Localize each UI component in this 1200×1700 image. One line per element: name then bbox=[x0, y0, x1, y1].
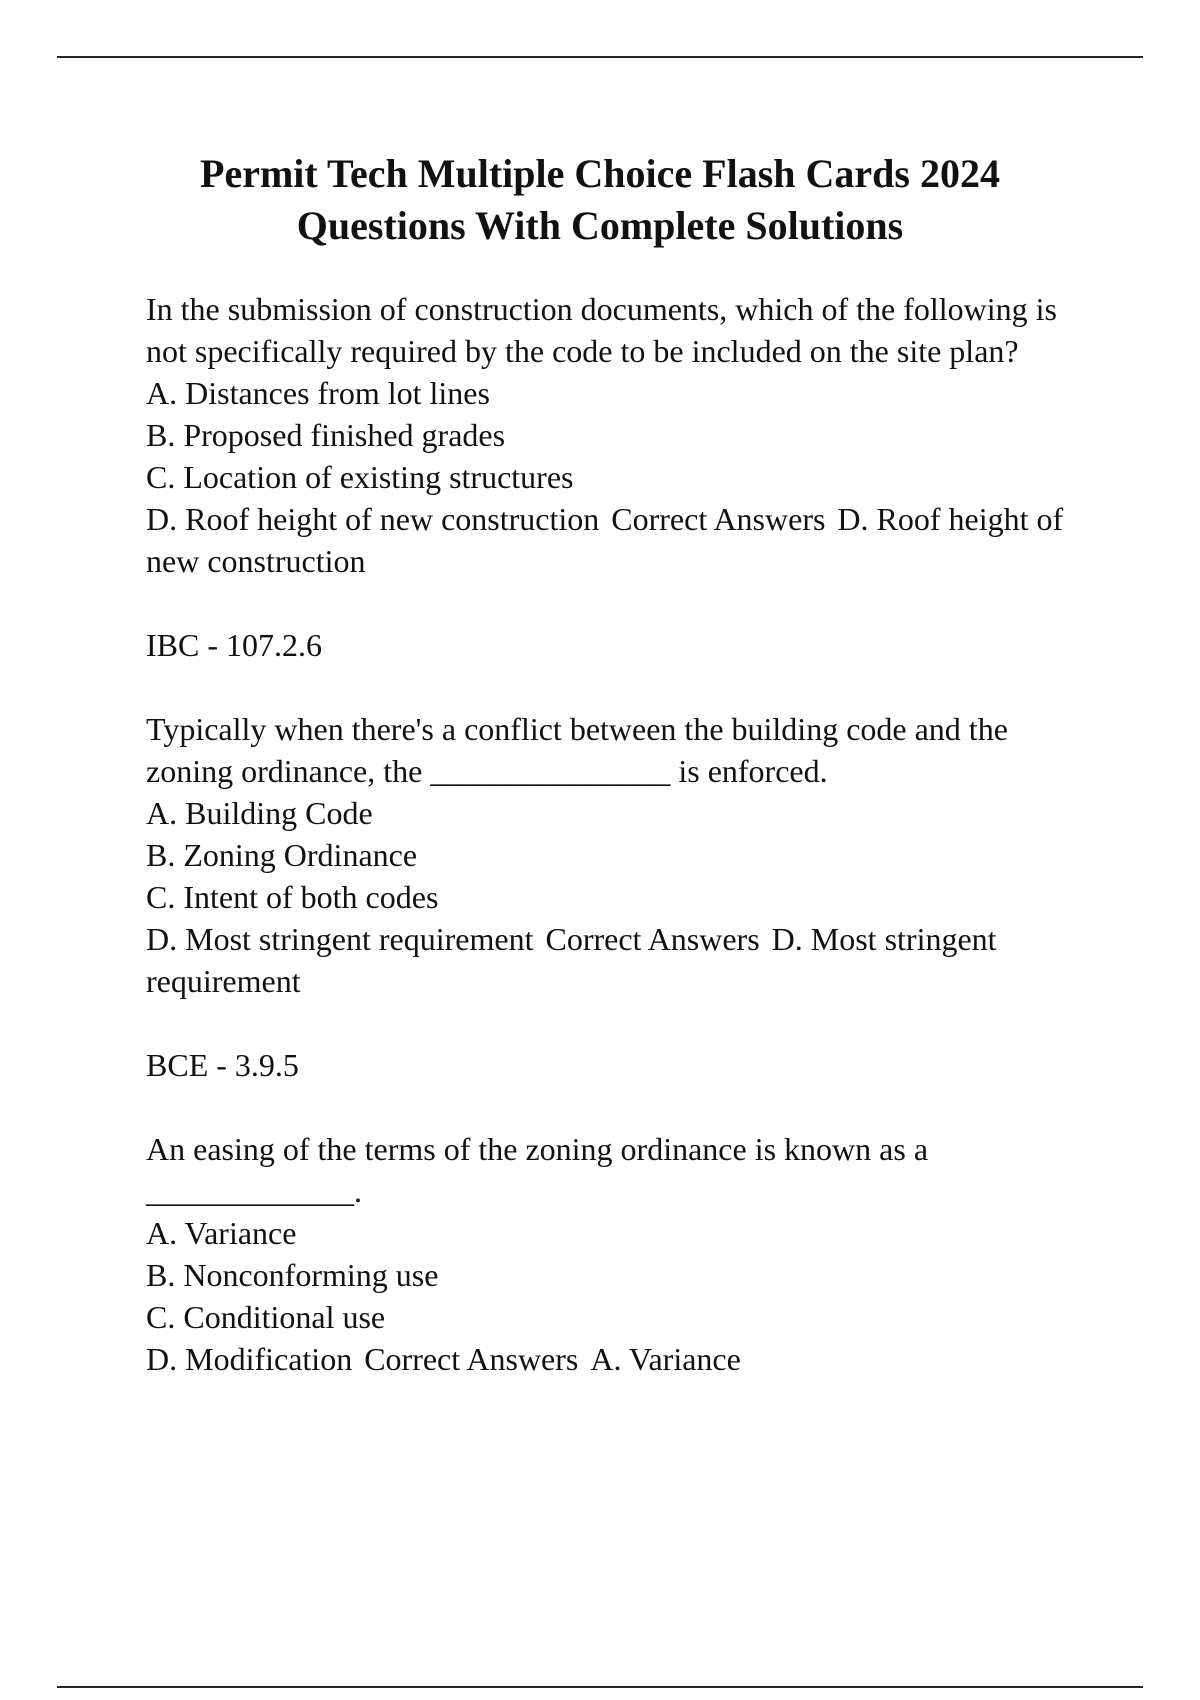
document-title bbox=[100, 148, 1100, 252]
question-text: In the submission of construction documents, which of the following is not specifically required by the code to be included on the site plan? bbox=[146, 291, 1057, 369]
correct-answer: D. Roof height of new construction bbox=[146, 501, 1064, 579]
correct-answers-label: Correct Answers bbox=[545, 921, 760, 957]
footer-rule bbox=[57, 1686, 1143, 1688]
card-spacer bbox=[146, 666, 1086, 708]
title-line-2: Questions With Complete Solutions bbox=[296, 203, 904, 248]
option-d: D. Roof height of new construction bbox=[146, 501, 600, 537]
option-c: C. Intent of both codes bbox=[146, 879, 439, 915]
correct-answer: D. Most stringent requirement bbox=[146, 921, 997, 999]
correct-answer: A. Variance bbox=[590, 1341, 741, 1377]
flash-card-3 bbox=[146, 1128, 1086, 1380]
option-c: C. Location of existing structures bbox=[146, 459, 574, 495]
question-text: An easing of the terms of the zoning ordinance is known as a _____________. bbox=[146, 1131, 929, 1209]
option-d: D. Modification bbox=[146, 1341, 353, 1377]
flash-card-2 bbox=[146, 708, 1086, 1086]
option-b: B. Nonconforming use bbox=[146, 1257, 439, 1293]
correct-answers-label: Correct Answers bbox=[364, 1341, 579, 1377]
header-rule bbox=[57, 56, 1143, 58]
option-c: C. Conditional use bbox=[146, 1299, 386, 1335]
correct-answers-label: Correct Answers bbox=[611, 501, 826, 537]
answer-line bbox=[146, 918, 1086, 1002]
code-reference: BCE - 3.9.5 bbox=[146, 1047, 299, 1083]
option-d: D. Most stringent requirement bbox=[146, 921, 534, 957]
option-a: A. Distances from lot lines bbox=[146, 375, 490, 411]
question-text: Typically when there's a conflict between the building code and the zoning ordinance, the _______________ is enforced. bbox=[146, 711, 1008, 789]
option-b: B. Proposed finished grades bbox=[146, 417, 506, 453]
card-spacer bbox=[146, 1086, 1086, 1128]
flash-card-list bbox=[146, 288, 1086, 1380]
option-a: A. Variance bbox=[146, 1215, 297, 1251]
flash-card-1 bbox=[146, 288, 1086, 666]
option-b: B. Zoning Ordinance bbox=[146, 837, 418, 873]
answer-line bbox=[146, 1338, 1086, 1380]
title-line-1: Permit Tech Multiple Choice Flash Cards 2024 bbox=[200, 151, 1000, 196]
answer-line bbox=[146, 498, 1086, 582]
code-reference: IBC - 107.2.6 bbox=[146, 627, 322, 663]
option-a: A. Building Code bbox=[146, 795, 373, 831]
